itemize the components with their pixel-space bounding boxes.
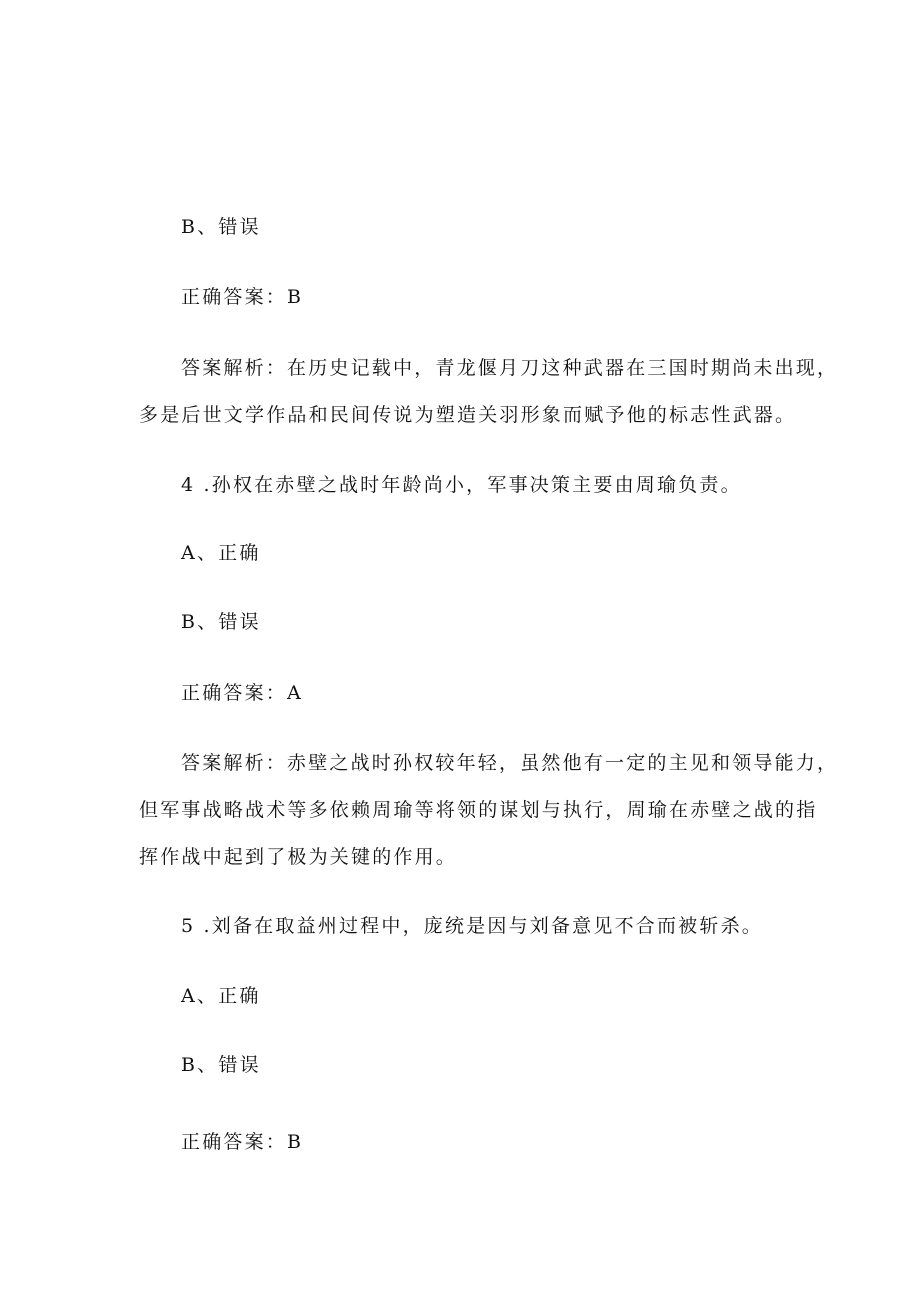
q3-explanation-line-1: 答案解析：在历史记载中，青龙偃月刀这种武器在三国时期尚未出现，: [181, 357, 839, 379]
q4-explanation-line-2: 但军事战略战术等多依赖周瑜等将领的谋划与执行，周瑜在赤壁之战的指: [139, 799, 818, 821]
q5-option-b: B、错误: [181, 1054, 261, 1076]
q4-question: 4 .孙权在赤壁之战时年龄尚小，军事决策主要由周瑜负责。: [181, 474, 742, 496]
q3-explanation-line-2: 多是后世文学作品和民间传说为塑造关羽形象而赋予他的标志性武器。: [139, 404, 797, 426]
q5-correct-answer: 正确答案：B: [181, 1131, 304, 1153]
q5-question: 5 .刘备在取益州过程中，庞统是因与刘备意见不合而被斩杀。: [181, 915, 763, 937]
q5-option-a: A、正确: [181, 985, 261, 1007]
q4-correct-answer: 正确答案：A: [181, 682, 303, 704]
q3-correct-answer: 正确答案：B: [181, 286, 304, 308]
q4-explanation-line-3: 挥作战中起到了极为关键的作用。: [139, 846, 458, 868]
q4-option-b: B、错误: [181, 611, 261, 633]
q4-option-a: A、正确: [181, 542, 261, 564]
q3-option-b: B、错误: [181, 216, 261, 238]
q4-explanation-line-1: 答案解析：赤壁之战时孙权较年轻，虽然他有一定的主见和领导能力，: [181, 752, 839, 774]
